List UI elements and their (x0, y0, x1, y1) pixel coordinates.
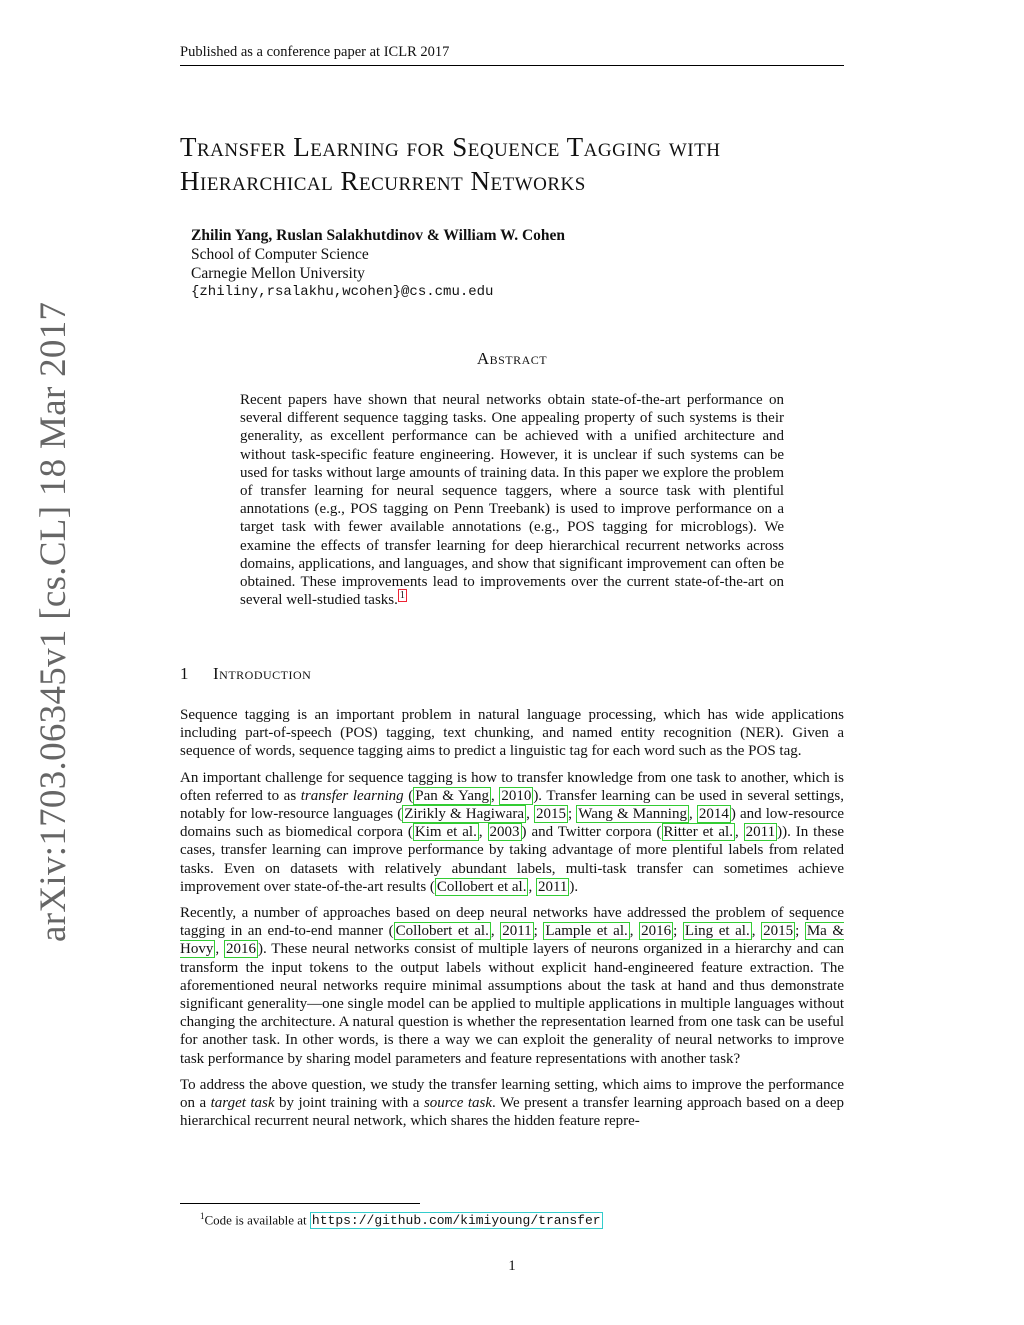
text-run: , (751, 923, 762, 940)
citation-link[interactable]: 2016 (641, 923, 672, 940)
title-line-1: Transfer Learning for Sequence Tagging with (180, 132, 721, 162)
text-run: )). In these cases, transfer learning can improve performance by taking advantage of more plentiful labels from related tasks. Even on datasets with relatively abundant labels, multi-task transfer can sometimes achieve improvement over state-of-the-art results ( (180, 824, 845, 895)
title-line-2: Hierarchical Recurrent Networks (180, 166, 586, 196)
emphasis: target task (210, 1095, 275, 1112)
code-url-link[interactable]: https://github.com/kimiyoung/transfer (311, 1213, 601, 1229)
citation-link[interactable]: Ma & Hovy (180, 923, 845, 958)
section-title: Introduction (213, 664, 312, 683)
emphasis: transfer learning (300, 787, 404, 804)
citation-link[interactable]: Zirikly & Hagiwara (404, 806, 525, 823)
citation-link[interactable]: 2010 (501, 787, 532, 804)
citation-link[interactable]: Ritter et al. (663, 824, 733, 841)
text-run: ( (403, 787, 414, 804)
introduction-body (180, 706, 844, 1138)
citation-link[interactable]: 2016 (225, 941, 256, 958)
citation-link[interactable]: 2003 (489, 824, 520, 841)
citation-link[interactable]: 2011 (745, 824, 776, 841)
footnote (200, 1208, 603, 1229)
abstract-text: Recent papers have shown that neural networks obtain state-of-the-art performance on several different sequence tagging tasks. One appealing property of such systems is their generality, as excellent performance can be achieved with a unified architecture and without task-specific feature engineering. However, it is unclear if such systems can be used for tasks without large amounts of training data. In this paper we explore the problem of transfer learning for neural sequence taggers, where a source task with plentiful annotations (e.g., POS tagging on Penn Treebank) is used to improve performance on a target task with fewer available annotations (e.g., POS tagging for microblogs). We examine the effects of transfer learning for deep hierarchical recurrent networks across domains, applications, and languages, and show that significant improvement can often be obtained. These improvements lead to improvements over the current state-of-the-art on several well-studied tasks. (240, 392, 784, 609)
arxiv-stamp: arXiv:1703.06345v1 [cs.CL] 18 Mar 2017 (33, 301, 74, 942)
running-header: Published as a conference paper at ICLR 2017 (180, 44, 844, 66)
paper-title (180, 130, 860, 198)
text-run: Recently, a number of approaches based on deep neural networks have addressed the problem of sequence tagging in an end-to-end manner ( (180, 905, 844, 940)
abstract-heading: Abstract (476, 349, 548, 368)
footnote-divider (180, 1203, 420, 1204)
text-run: , (629, 923, 640, 940)
text-run: , (490, 787, 500, 804)
text-run: ). These neural networks consist of multiple layers of neurons organized in a hierarchy and can transform the input tokens to the output labels without explicit hand-engineered feature extraction. The aforementioned neural networks require minimal assumptions about the task at hand and thus demonstrate significant generality—one single model can be applied to multiple applications in multiple languages without changing the architecture. A natural question is whether the representation learned from one task can be useful for another task. In other words, is there a way we can exploit the generality of neural networks to improve task performance by sharing model parameters and feature representations with another task? (180, 941, 845, 1067)
section-number: 1 (180, 664, 189, 683)
text-run: An important challenge for sequence tagging is how to transfer knowledge from one task to another, which is often referred to as (180, 769, 844, 804)
text-run: ; (533, 923, 544, 940)
text-run: , (478, 824, 488, 841)
citation-link[interactable]: Lample et al. (545, 923, 628, 940)
citation-link[interactable]: Ling et al. (684, 923, 750, 940)
text-run: ; (795, 923, 805, 940)
text-run: ) and low-resource domains such as biomedical corpora ( (180, 806, 845, 841)
citation-link[interactable]: Wang & Manning (578, 806, 687, 823)
citation-link[interactable]: Collobert et al. (395, 923, 489, 940)
citation-link[interactable]: Pan & Yang (415, 787, 489, 804)
author-names: Zhilin Yang, Ruslan Salakhutdinov & William W. Cohen (191, 227, 566, 244)
footnote-text: Code is available at (204, 1212, 310, 1228)
text-run: , (734, 824, 744, 841)
text-run: , (688, 806, 697, 823)
author-emails: {zhiliny,rsalakhu,wcohen}@cs.cmu.edu (191, 284, 494, 300)
text-run: ). (569, 878, 579, 895)
section-heading-introduction (180, 664, 311, 684)
text-run: , (528, 878, 536, 895)
citation-link[interactable]: 2011 (537, 878, 568, 895)
affiliation-school: School of Computer Science (191, 246, 369, 263)
text-run: , (215, 941, 224, 958)
text-run: , (490, 923, 501, 940)
paragraph-1: Sequence tagging is an important problem in natural language processing, which has wide applications including part-of-speech (POS) tagging, text chunking, and named entity recognition (NER). Given a sequence of words, sequence tagging aims to predict a linguistic tag for each word such as the POS tag. (180, 707, 844, 760)
text-run: ; (567, 806, 577, 823)
page-number: 1 (508, 1258, 516, 1274)
author-block (191, 226, 565, 302)
paragraph-2 (180, 769, 844, 896)
citation-link[interactable]: 2011 (502, 923, 532, 940)
citation-link[interactable]: 2015 (535, 806, 566, 823)
emphasis: source task (423, 1095, 493, 1112)
text-run: . We present a transfer learning approach based on a deep hierarchical recurrent neural network, which shares the hidden feature repre- (180, 1095, 844, 1130)
text-run: ) and Twitter corpora ( (521, 824, 662, 841)
affiliation-university: Carnegie Mellon University (191, 265, 365, 282)
paragraph-4 (180, 1076, 844, 1131)
text-run: by joint training with a (274, 1095, 424, 1112)
footnote-link[interactable]: 1 (399, 590, 405, 602)
footnote-mark: 1 (200, 1211, 205, 1221)
citation-link[interactable]: Kim et al. (414, 824, 477, 841)
text-run: ; (673, 923, 683, 940)
text-run: , (526, 806, 534, 823)
citation-link[interactable]: 2015 (763, 923, 794, 940)
citation-link[interactable]: Collobert et al. (436, 878, 527, 895)
citation-link[interactable]: 2014 (698, 806, 729, 823)
abstract-body (240, 391, 784, 609)
text-run: ). Transfer learning can be used in several settings, notably for low-resource languages ( (180, 787, 844, 823)
text-run: To address the above question, we study the transfer learning setting, which aims to improve the performance on a (180, 1076, 844, 1112)
paragraph-3 (180, 904, 844, 1068)
